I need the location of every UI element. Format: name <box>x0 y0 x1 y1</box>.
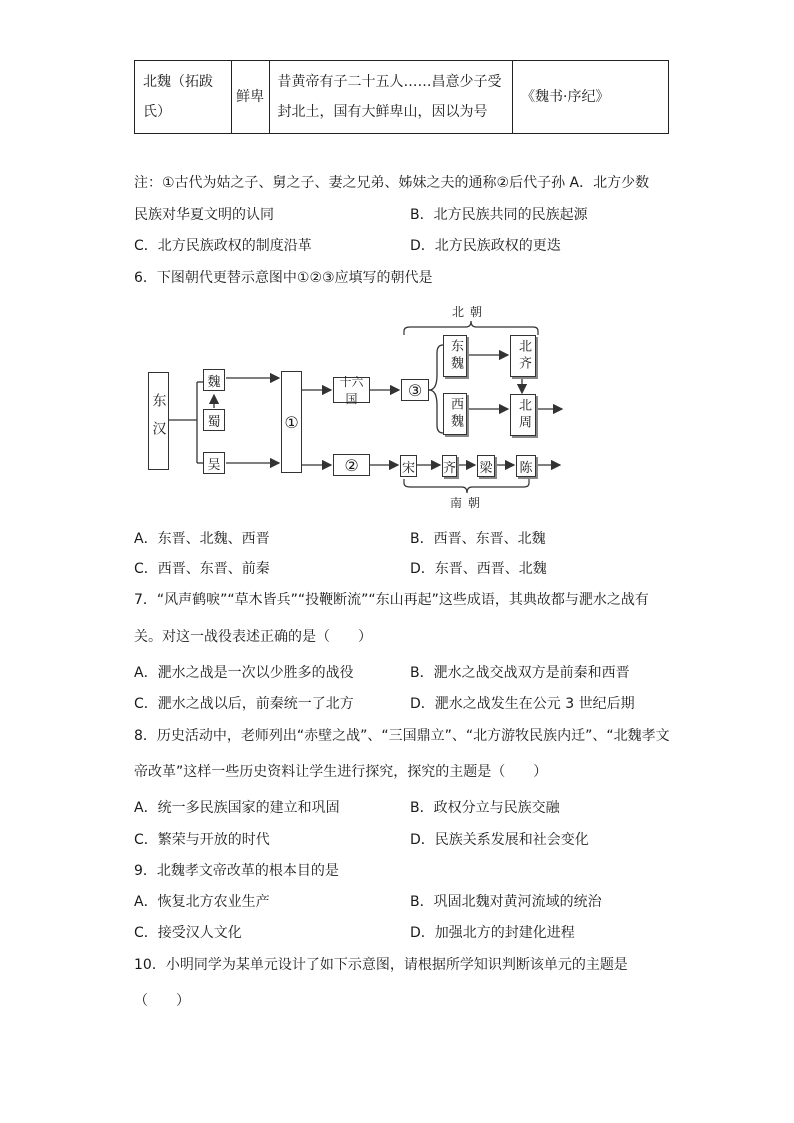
label-xiwei: 西魏 <box>448 397 463 431</box>
q6-option-a[interactable]: A．东晋、北魏、西晋 <box>134 531 270 547</box>
q9-option-c[interactable]: C．接受汉人文化 <box>134 925 242 941</box>
label-dongwei: 东魏 <box>448 339 463 373</box>
q10-stem: 10．小明同学为某单元设计了如下示意图，请根据所学知识判断该单元的主题是 <box>134 957 628 973</box>
q8-option-b[interactable]: B．政权分立与民族交融 <box>410 800 560 816</box>
q10-answer-paren[interactable]: （ ） <box>134 993 190 1009</box>
label-liang: 梁 <box>479 460 493 476</box>
label-mark-3: ③ <box>407 380 423 400</box>
q9-option-d[interactable]: D．加强北方的封建化进程 <box>410 925 575 941</box>
quote-line-1: 昔黄帝有子二十五人……昌意少子受 <box>277 74 502 90</box>
box-dongwei <box>443 335 467 377</box>
label-song: 宋 <box>401 460 415 476</box>
label-donghan: 东汉 <box>150 393 167 449</box>
source-table <box>134 60 669 134</box>
box-wu <box>203 452 225 474</box>
q7-option-b[interactable]: B．淝水之战交战双方是前秦和西晋 <box>410 665 630 681</box>
q5-note-line-1: 注：①古代为姑之子、舅之子、妻之兄弟、姊妹之夫的通称②后代子孙 A．北方少数 <box>134 175 650 191</box>
dynasty-diagram <box>0 295 794 515</box>
q9-option-a[interactable]: A．恢复北方农业生产 <box>134 894 270 910</box>
q8-stem-line-1: 8．历史活动中，老师列出“赤壁之战”、“三国鼎立”、“北方游牧民族内迁”、“北魏孝文 <box>134 728 670 744</box>
label-mark-2: ② <box>344 455 359 475</box>
box-qi <box>442 455 457 477</box>
q9-stem: 9．北魏孝文帝改革的根本目的是 <box>134 863 339 879</box>
quote-line-2: 封北土，国有大鲜卑山，因以为号 <box>277 104 488 120</box>
label-wu: 吴 <box>207 457 221 473</box>
label-qi: 齐 <box>443 460 457 476</box>
box-chen <box>516 455 536 477</box>
label-nanchao: 南朝 <box>450 496 487 510</box>
box-beiqi <box>510 335 536 377</box>
label-wei: 魏 <box>207 374 221 390</box>
box-xiwei <box>443 393 467 435</box>
box-mark-1 <box>281 371 302 473</box>
q8-option-a[interactable]: A．统一多民族国家的建立和巩固 <box>134 800 340 816</box>
box-mark-3 <box>401 379 429 401</box>
q6-option-d[interactable]: D．东晋、西晋、北魏 <box>410 561 547 577</box>
box-mark-2 <box>333 454 370 476</box>
label-shiliuguo: 十六国 <box>339 375 364 406</box>
q9-option-b[interactable]: B．巩固北魏对黄河流域的统治 <box>410 894 602 910</box>
q6-stem: 6．下图朝代更替示意图中①②③应填写的朝代是 <box>134 270 433 286</box>
label-beiqi: 北齐 <box>516 339 531 373</box>
label-beichao: 北朝 <box>452 305 489 319</box>
q6-option-c[interactable]: C．西晋、东晋、前秦 <box>134 561 270 577</box>
q7-option-a[interactable]: A．淝水之战是一次以少胜多的战役 <box>134 665 354 681</box>
q5-option-c[interactable]: C．北方民族政权的制度沿革 <box>134 238 312 254</box>
box-beizhou <box>510 394 536 436</box>
label-shu: 蜀 <box>207 414 221 430</box>
ethnic-cell: 鲜卑 <box>231 61 269 134</box>
box-liang <box>477 455 495 477</box>
q5-note-line-2: 民族对华夏文明的认同 <box>134 207 274 223</box>
dynasty-cell: 北魏（拓跋氏） <box>135 61 232 134</box>
q8-option-d[interactable]: D．民族关系发展和社会变化 <box>410 832 589 848</box>
q7-stem-line-2: 关。对这一战役表述正确的是（ ） <box>134 629 372 645</box>
box-shu <box>203 409 225 431</box>
box-donghan <box>148 372 169 470</box>
diagram-lines <box>0 295 794 515</box>
label-beizhou: 北周 <box>516 398 531 432</box>
label-mark-1: ① <box>284 412 299 432</box>
box-song <box>400 455 417 477</box>
q7-option-d[interactable]: D．淝水之战发生在公元 3 世纪后期 <box>410 696 635 712</box>
box-shiliuguo <box>333 375 370 406</box>
q5-option-b[interactable]: B．北方民族共同的民族起源 <box>410 207 588 223</box>
q8-stem-line-2: 帝改革”这样一些历史资料让学生进行探究，探究的主题是（ ） <box>134 764 548 780</box>
q7-stem-line-1: 7．“风声鹤唳”“草木皆兵”“投鞭断流”“东山再起”这些成语，其典故都与淝水之战有 <box>134 592 649 608</box>
source-cell: 《魏书·序纪》 <box>513 61 669 134</box>
q8-option-c[interactable]: C．繁荣与开放的时代 <box>134 832 270 848</box>
q7-option-c[interactable]: C．淝水之战以后，前秦统一了北方 <box>134 696 354 712</box>
q5-option-d[interactable]: D．北方民族政权的更迭 <box>410 238 561 254</box>
box-wei <box>203 369 225 391</box>
label-chen: 陈 <box>519 460 533 476</box>
table-row <box>135 61 669 134</box>
quote-cell <box>269 61 513 134</box>
q6-option-b[interactable]: B．西晋、东晋、北魏 <box>410 531 546 547</box>
